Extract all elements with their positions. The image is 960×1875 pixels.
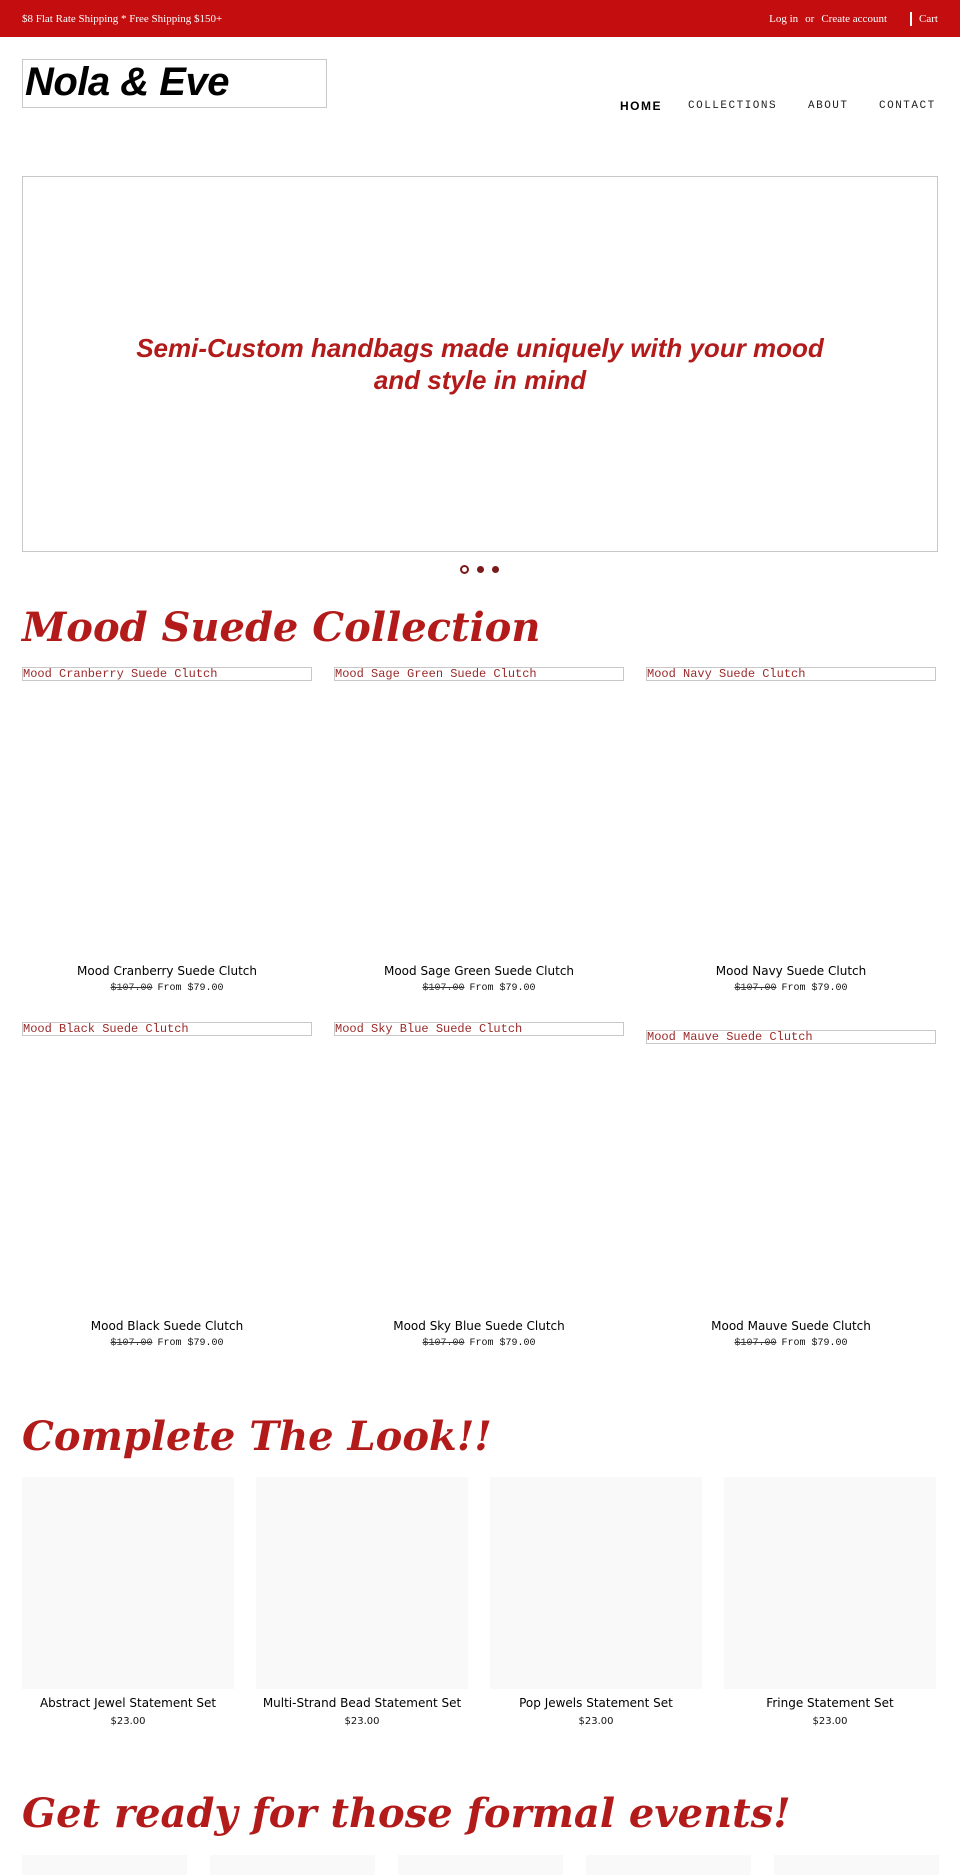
product-name[interactable]: Abstract Jewel Statement Set xyxy=(39,1696,217,1710)
product-image[interactable] xyxy=(586,1855,751,1875)
or-text: or xyxy=(805,13,815,25)
compare-at-price: $107.00 xyxy=(734,983,777,994)
product-name[interactable]: Mood Mauve Suede Clutch xyxy=(711,1319,871,1333)
site-logo[interactable] xyxy=(22,59,327,108)
formal-events-title: Get ready for those formal events! xyxy=(22,1790,791,1837)
compare-at-price: $107.00 xyxy=(422,983,465,994)
compare-at-price: $107.00 xyxy=(734,1338,777,1349)
product-price xyxy=(646,983,936,994)
account-links xyxy=(769,13,887,25)
product-name[interactable]: Mood Black Suede Clutch xyxy=(90,1319,244,1333)
nav-collections[interactable]: COLLECTIONS xyxy=(688,100,778,112)
cart-divider xyxy=(910,12,912,26)
mood-collection-title: Mood Suede Collection xyxy=(22,604,541,651)
product-price: $23.00 xyxy=(344,1716,380,1727)
product-image-alt: Mood Sky Blue Suede Clutch xyxy=(335,1022,523,1036)
hero-headline: Semi-Custom handbags made uniquely with your mood and style in mind xyxy=(136,333,824,395)
product-image[interactable] xyxy=(22,1477,234,1689)
compare-at-price: $107.00 xyxy=(110,1338,153,1349)
product-price: $23.00 xyxy=(578,1716,614,1727)
product-image-alt: Mood Navy Suede Clutch xyxy=(647,667,806,681)
announcement-bar xyxy=(0,0,960,37)
nav-contact[interactable]: CONTACT xyxy=(879,100,936,112)
sale-price: From $79.00 xyxy=(781,1338,848,1349)
slide-dot-1[interactable] xyxy=(460,565,469,574)
product-image[interactable] xyxy=(334,667,624,681)
product-price xyxy=(22,1338,312,1349)
product-image[interactable] xyxy=(210,1855,375,1875)
product-image[interactable] xyxy=(724,1477,936,1689)
product-image[interactable] xyxy=(22,1855,187,1875)
cart-link[interactable]: Cart xyxy=(919,13,938,25)
hero-slideshow[interactable] xyxy=(22,176,938,552)
product-image[interactable] xyxy=(398,1855,563,1875)
sale-price: From $79.00 xyxy=(157,983,224,994)
product-image[interactable] xyxy=(774,1855,939,1875)
sale-price: From $79.00 xyxy=(157,1338,224,1349)
product-price xyxy=(334,1338,624,1349)
product-image-alt: Mood Sage Green Suede Clutch xyxy=(335,667,537,681)
product-image[interactable] xyxy=(22,667,312,681)
product-price: $23.00 xyxy=(812,1716,848,1727)
product-name[interactable]: Mood Navy Suede Clutch xyxy=(715,964,867,978)
compare-at-price: $107.00 xyxy=(110,983,153,994)
sale-price: From $79.00 xyxy=(469,983,536,994)
product-image[interactable] xyxy=(490,1477,702,1689)
product-name[interactable]: Mood Cranberry Suede Clutch xyxy=(77,964,257,978)
product-image[interactable] xyxy=(646,667,936,681)
nav-home[interactable]: HOME xyxy=(620,99,662,113)
product-image[interactable] xyxy=(646,1030,936,1044)
product-name[interactable]: Fringe Statement Set xyxy=(766,1696,894,1710)
login-link[interactable]: Log in xyxy=(769,13,799,25)
product-price xyxy=(334,983,624,994)
sale-price: From $79.00 xyxy=(781,983,848,994)
product-price: $23.00 xyxy=(110,1716,146,1727)
product-image-alt: Mood Black Suede Clutch xyxy=(23,1022,189,1036)
slide-dot-2[interactable] xyxy=(477,566,484,573)
sale-price: From $79.00 xyxy=(469,1338,536,1349)
slide-dot-3[interactable] xyxy=(492,566,499,573)
product-image[interactable] xyxy=(256,1477,468,1689)
product-image[interactable] xyxy=(334,1022,624,1036)
product-price xyxy=(22,983,312,994)
complete-look-title: Complete The Look!! xyxy=(22,1413,492,1460)
product-image-alt: Mood Cranberry Suede Clutch xyxy=(23,667,218,681)
product-name[interactable]: Mood Sage Green Suede Clutch xyxy=(383,964,575,978)
product-name[interactable]: Mood Sky Blue Suede Clutch xyxy=(393,1319,565,1333)
product-price xyxy=(646,1338,936,1349)
create-account-link[interactable]: Create account xyxy=(821,13,887,25)
nav-about[interactable]: ABOUT xyxy=(808,100,849,112)
product-image[interactable] xyxy=(22,1022,312,1036)
product-name[interactable]: Pop Jewels Statement Set xyxy=(519,1696,673,1710)
product-image-alt: Mood Mauve Suede Clutch xyxy=(647,1030,813,1044)
compare-at-price: $107.00 xyxy=(422,1338,465,1349)
product-name[interactable]: Multi-Strand Bead Statement Set xyxy=(262,1696,462,1710)
logo-text: Nola & Eve xyxy=(25,60,229,104)
shipping-promo-text: $8 Flat Rate Shipping * Free Shipping $150+ xyxy=(22,13,223,25)
